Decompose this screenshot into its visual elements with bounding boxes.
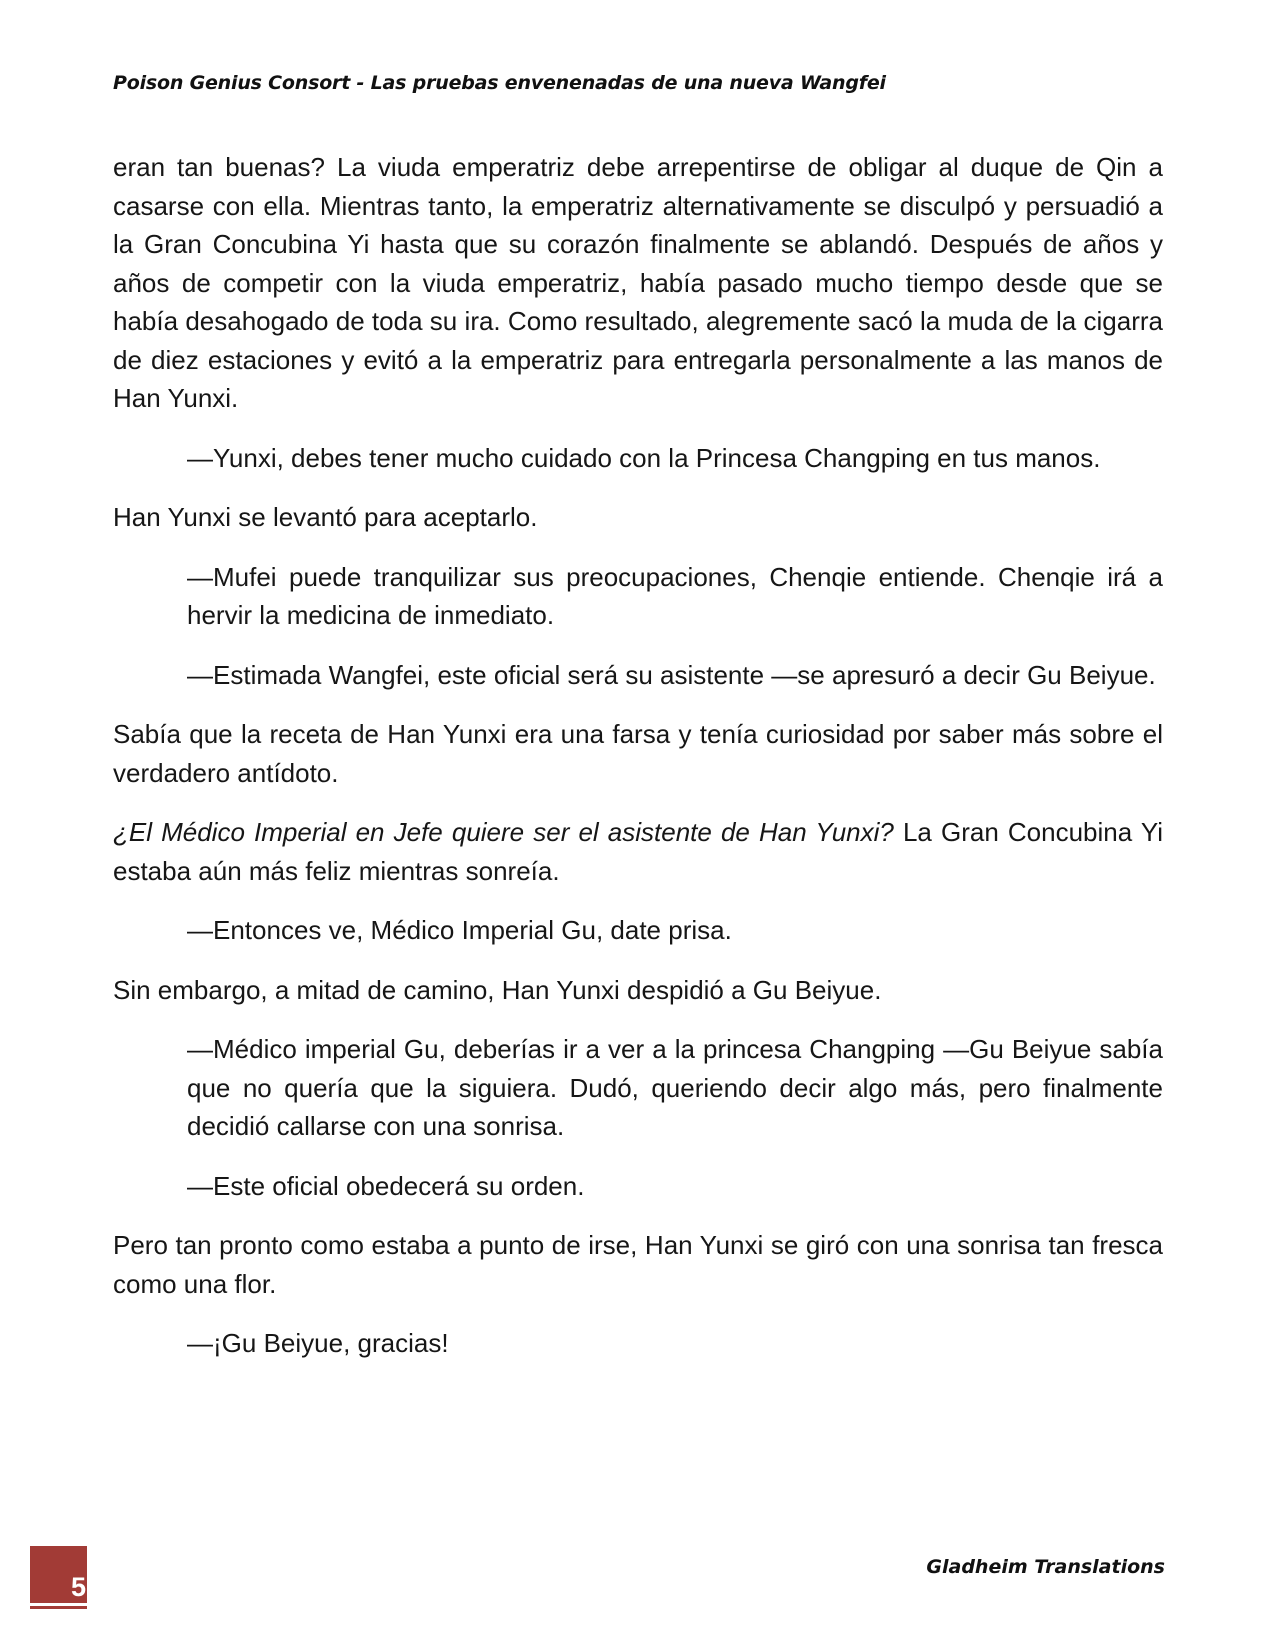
paragraph-narration: eran tan buenas? La viuda emperatriz debe arrepentirse de obligar al duque de Qin a casarse con ella. Mientras tanto, la emperatriz alternativamente se disculpó y persuadió a la Gran Concubina Yi hasta que su corazón finalmente se ablandó. Después de años y años de competir con la viuda emperatriz, había pasado mucho tiempo desde que se había desahogado de toda su ira. Como resultado, alegremente sacó la muda de la cigarra de diez estaciones y evitó a la emperatriz para entregarla personalmente a las manos de Han Yunxi. xyxy=(113,152,1163,413)
body-text xyxy=(113,148,1163,1384)
paragraph-dialog: —Yunxi, debes tener mucho cuidado con la Princesa Changping en tus manos. xyxy=(187,442,1101,473)
paragraph-narration: Pero tan pronto como estaba a punto de irse, Han Yunxi se giró con una sonrisa tan fresca como una flor. xyxy=(113,1230,1163,1299)
paragraph-dialog: —Mufei puede tranquilizar sus preocupaciones, Chenqie entiende. Chenqie irá a hervir la medicina de inmediato. xyxy=(187,561,1163,630)
running-header: Poison Genius Consort - Las pruebas envenenadas de una nueva Wangfei xyxy=(113,72,886,94)
paragraph-narration-mixed xyxy=(113,813,1163,890)
page-number: 5 xyxy=(71,1572,87,1602)
paragraph-narration: Han Yunxi se levantó para aceptarlo. xyxy=(113,502,538,532)
italic-thought: ¿El Médico Imperial en Jefe quiere ser el asistente de Han Yunxi? xyxy=(113,817,894,847)
paragraph-continuation: La Gran Concubina Yi estaba aún más feliz mientras sonreía. xyxy=(113,817,1163,886)
paragraph-narration: Sabía que la receta de Han Yunxi era una farsa y tenía curiosidad por saber más sobre el verdadero antídoto. xyxy=(113,719,1163,788)
page-number-underline xyxy=(30,1606,87,1609)
paragraph-dialog: —Este oficial obedecerá su orden. xyxy=(187,1170,585,1201)
paragraph-dialog: —Médico imperial Gu, deberías ir a ver a la princesa Changping —Gu Beiyue sabía que no quería que la siguiera. Dudó, queriendo decir algo más, pero finalmente decidió callarse con una sonrisa. xyxy=(187,1034,1163,1141)
paragraph-dialog: —Estimada Wangfei, este oficial será su asistente —se apresuró a decir Gu Beiyue. xyxy=(187,659,1156,690)
paragraph-narration: Sin embargo, a mitad de camino, Han Yunxi despidió a Gu Beiyue. xyxy=(113,974,882,1005)
paragraph-dialog: —Entonces ve, Médico Imperial Gu, date prisa. xyxy=(187,915,732,945)
footer-credit: Gladheim Translations xyxy=(926,1556,1165,1578)
paragraph-dialog: —¡Gu Beiyue, gracias! xyxy=(187,1328,449,1358)
